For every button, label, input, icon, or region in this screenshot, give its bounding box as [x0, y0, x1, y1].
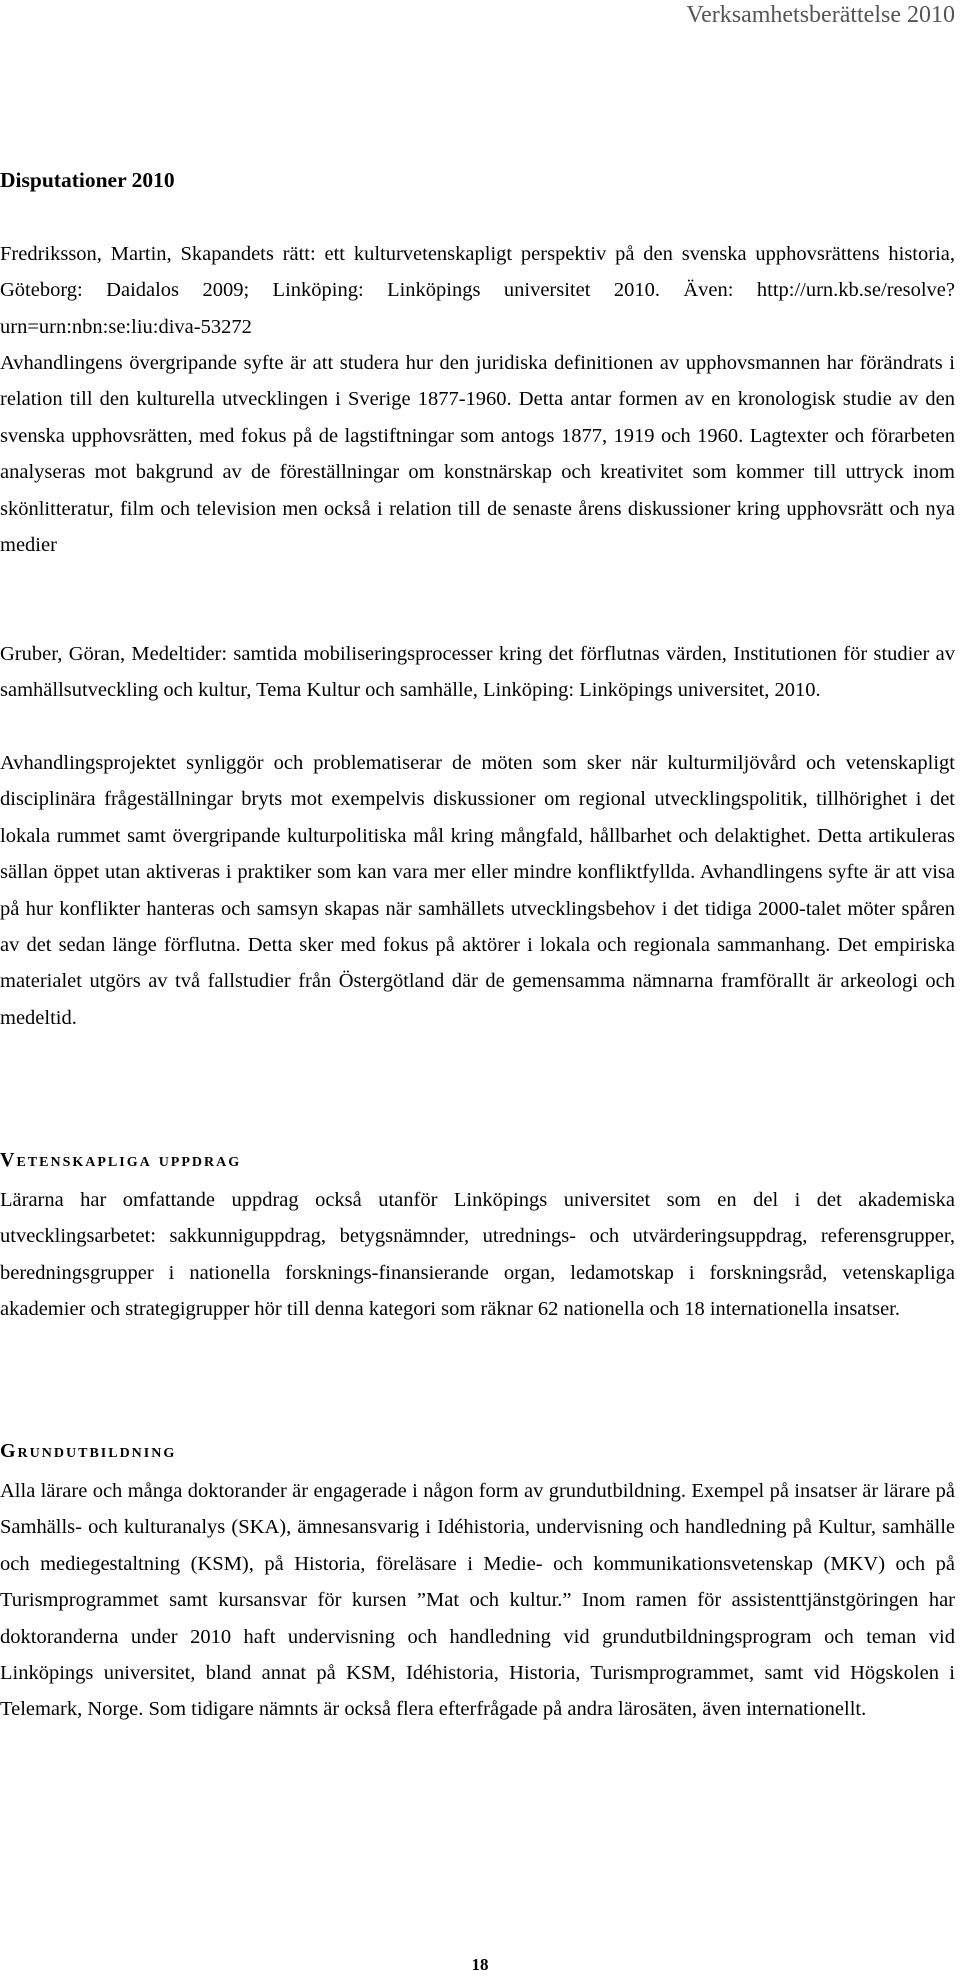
dissertation-abstract: Avhandlingens övergripande syfte är att studera hur den juridiska definitionen av upphovsmannen har förändrats i relation till den kulturella utvecklingen i Sverige 1877-1960. Detta antar formen av en kronologisk studie av den svenska upphovsrätten, med fokus på de lagstiftningar som antogs 1877, 1919 och 1960. Lagtexter och förarbeten analyseras mot bakgrund av de föreställningar om konstnärskap och kreativitet som kommer till uttryck inom skönlitteratur, film och television men också i relation till de senaste årens diskussioner kring upphovsrätt och nya medier [0, 352, 955, 557]
undergraduate-text: Alla lärare och många doktorander är engagerade i någon form av grundutbildning. Exempel på insatser är lärare på Samhälls- och kulturanalys (SKA), ämnesansvarig i Idéhistoria, undervisning och handledning på Kultur, samhälle och mediegestaltning (KSM), på Historia, föreläsare i Medie- och kommunikationsvetenskap (MKV) och på Turismprogrammet samt kursansvar för kursen ”Mat och kultur.” Inom ramen för assistenttjänstgöringen har doktoranderna under 2010 haft undervisning och handledning vid grundutbildningsprogram och teman vid Linköpings universitet, bland annat på KSM, Idéhistoria, Historia, Turismprogrammet, samt vid Högskolen i Telemark, Norge. Som tidigare nämnts är också flera efterfrågade på andra lärosäten, även internationellt. [0, 1480, 955, 1721]
scientific-assignments-text: Lärarna har omfattande uppdrag också utanför Linköpings universitet som en del i det akademiska utvecklingsarbetet: sakkunniguppdrag, betygsnämnder, utrednings- och utvärderingsuppdrag, referensgrupper, beredningsgrupper i nationella forsknings-finansierande organ, ledamotskap i forskningsråd, vetenskapliga akademier och strategigrupper hör till denna kategori som räknar 62 nationella och 18 internationella insatser. [0, 1189, 955, 1321]
scientific-assignments-heading: Vetenskapliga uppdrag [0, 1149, 242, 1171]
dissertation-citation: Fredriksson, Martin, Skapandets rätt: ett kulturvetenskapligt perspektiv på den svenska upphovsrättens historia, Göteborg: Daidalos 2009; Linköping: Linköpings universitet 2010. Även: http://urn.kb.se/resolve?urn=urn:nbn:se:liu:diva-53272 [0, 243, 955, 338]
undergraduate-heading: Grundutbildning [0, 1440, 177, 1462]
dissertations-heading: Disputationer 2010 [0, 168, 175, 192]
dissertation-abstract: Avhandlingsprojektet synliggör och problematiserar de möten som sker när kulturmiljövård och vetenskapligt disciplinära frågeställningar bryts mot exempelvis diskussioner om regional utvecklingspolitik, tillhörighet i det lokala rummet samt övergripande kulturpolitiska mål kring mångfald, hållbarhet och delaktighet. Detta artikuleras sällan öppet utan aktiveras i praktiker som kan vara mer eller mindre konfliktfyllda. Avhandlingens syfte är att visa på hur konflikter hanteras och samsyn skapas när samhällets utvecklingsbehov i det tidiga 2000-talet möter spåren av det sedan länge förflutna. Detta sker med fokus på aktörer i lokala och regionala sammanhang. Det empiriska materialet utgörs av två fallstudier från Östergötland där de gemensamma nämnarna framförallt är arkeologi och medeltid. [0, 752, 955, 1029]
page-number: 18 [471, 1955, 489, 1974]
dissertation-citation: Gruber, Göran, Medeltider: samtida mobiliseringsprocesser kring det förflutnas värden, Institutionen för studier av samhällsutveckling och kultur, Tema Kultur och samhälle, Linköping: Linköpings universitet, 2010. [0, 643, 955, 702]
running-header: Verksamhetsberättelse 2010 [686, 2, 955, 28]
